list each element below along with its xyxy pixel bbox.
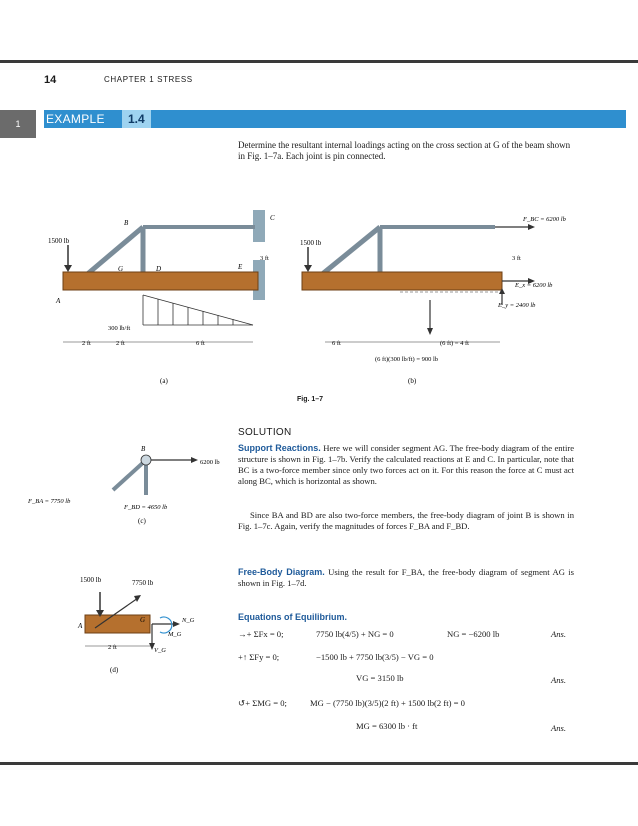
d-7750-head bbox=[134, 595, 141, 602]
beam-b bbox=[302, 272, 502, 290]
resultant-head bbox=[427, 328, 433, 335]
equations-heading: Equations of Equilibrium. bbox=[238, 612, 347, 622]
support-text: Here we will consider segment AG. The free-body diagram of the entire structure is shown in Fig. 1–7b. Verify the calculated reactions at E and C. In particular, note that BC is a two-force member since only two forces act on it. For this reason the force at C must act along BC, which is horizontal as shown. bbox=[238, 443, 575, 486]
load-1500-b-head bbox=[304, 265, 312, 272]
solution-title: SOLUTION bbox=[238, 427, 292, 438]
label-300: 300 lb/ft bbox=[108, 325, 131, 332]
bottom-rule bbox=[0, 762, 638, 765]
label-1500: 1500 lb bbox=[48, 237, 70, 245]
distributed-load bbox=[143, 295, 253, 325]
equation-body-4: MG − (7750 lb)(3/5)(2 ft) + 1500 lb(2 ft) = 0 bbox=[310, 698, 465, 708]
figure-b bbox=[260, 205, 590, 390]
problem-statement: Determine the resultant internal loadings acting on the cross section at G of the beam shown in Fig. 1–7a. Each joint is pin connected. bbox=[238, 140, 571, 161]
d-dim-2ft: 2 ft bbox=[108, 644, 117, 651]
c-6200-head bbox=[191, 457, 198, 463]
answer-2: Ans. bbox=[551, 675, 567, 685]
dim-2ft-a: 2 ft bbox=[82, 340, 91, 347]
dim-6ft-b: 6 ft bbox=[332, 340, 341, 347]
support-heading: Support Reactions. bbox=[238, 443, 321, 453]
label-900: (6 ft)(300 lb/ft) = 900 lb bbox=[375, 356, 439, 363]
c-label-fba: F_BA = 7750 lb bbox=[28, 498, 71, 505]
point-c: C bbox=[270, 214, 275, 222]
figure-c bbox=[28, 445, 233, 545]
joint-b bbox=[141, 455, 151, 465]
dim-3ft-left: 3 ft bbox=[260, 255, 269, 262]
point-a: A bbox=[56, 297, 61, 305]
fbc-head bbox=[528, 224, 535, 230]
d-label-1500: 1500 lb bbox=[80, 576, 102, 584]
label-a: (a) bbox=[160, 377, 168, 385]
d-point-g: G bbox=[140, 616, 146, 624]
beam bbox=[63, 272, 258, 290]
figure-caption: Fig. 1–7 bbox=[297, 396, 324, 403]
point-g: G bbox=[118, 265, 124, 273]
support-reactions-paragraph bbox=[238, 443, 574, 487]
equation-lhs-1: →+ ΣFx = 0; bbox=[238, 629, 284, 639]
c-label-6200: 6200 lb bbox=[200, 459, 220, 466]
d-label-mg: M_G bbox=[168, 631, 182, 638]
chapter-side-tab: 1 bbox=[0, 110, 36, 138]
chapter-header: CHAPTER 1 STRESS bbox=[104, 75, 193, 84]
example-number: 1.4 bbox=[122, 110, 151, 128]
dim-3ft-right: 3 ft bbox=[512, 255, 521, 262]
label-ex: E_x = 6200 lb bbox=[515, 282, 553, 289]
fbd-paragraph bbox=[238, 567, 574, 589]
dim-6ft: 6 ft bbox=[196, 340, 205, 347]
equation-lhs-2: +↑ ΣFy = 0; bbox=[238, 652, 280, 662]
label-1500-b: 1500 lb bbox=[300, 239, 322, 247]
c-label-fbd: F_BD = 4650 lb bbox=[124, 504, 168, 511]
label-ey: E_y = 2400 lb bbox=[498, 302, 536, 309]
fbd-heading: Free-Body Diagram. bbox=[238, 567, 325, 577]
point-d: D bbox=[156, 265, 162, 273]
support-paragraph-2: Since BA and BD are also two-force members, the free-body diagram of joint B is shown in Fig. 1–7c. Again, verify the magnitudes of forces F_BA and F_BD. bbox=[238, 510, 574, 531]
d-point-a: A bbox=[78, 622, 83, 630]
point-e: E bbox=[238, 263, 243, 271]
dim-4ft: (6 ft) = 4 ft bbox=[440, 340, 469, 347]
page-number: 14 bbox=[44, 74, 57, 86]
label-b: (b) bbox=[408, 377, 417, 385]
figure-d bbox=[60, 570, 235, 680]
equation-lhs-4: ↺+ ΣMG = 0; bbox=[238, 698, 287, 708]
answer-3: Ans. bbox=[551, 723, 567, 733]
d-label-vg: V_G bbox=[154, 647, 166, 654]
figure-a bbox=[48, 205, 288, 390]
dim-2ft-b: 2 ft bbox=[116, 340, 125, 347]
answer-1: Ans. bbox=[551, 629, 567, 639]
fbd-text: Using the result for F_BA, the free-body diagram of segment AG is shown in Fig. 1–7d. bbox=[238, 567, 574, 588]
equation-body-5: MG = 6300 lb · ft bbox=[356, 721, 418, 731]
d-label-ng: N_G bbox=[182, 617, 195, 624]
label-d: (d) bbox=[110, 666, 119, 674]
ng-head bbox=[173, 621, 180, 627]
d-label-7750: 7750 lb bbox=[132, 579, 154, 587]
label-fbc: F_BC = 6200 lb bbox=[523, 216, 566, 223]
equation-body-1: 7750 lb(4/5) + NG = 0 bbox=[316, 629, 394, 639]
c-point-b: B bbox=[141, 445, 146, 453]
top-rule bbox=[0, 60, 638, 63]
equation-body-3: VG = 3150 lb bbox=[356, 673, 404, 683]
load-1500-head bbox=[64, 265, 72, 272]
c-ba-link bbox=[113, 460, 146, 490]
equation-body-2: −1500 lb + 7750 lb(3/5) − VG = 0 bbox=[316, 652, 434, 662]
label-c: (c) bbox=[138, 517, 146, 525]
point-b: B bbox=[124, 219, 129, 227]
equation-result-1: NG = −6200 lb bbox=[447, 629, 500, 639]
example-label: EXAMPLE bbox=[46, 112, 105, 126]
